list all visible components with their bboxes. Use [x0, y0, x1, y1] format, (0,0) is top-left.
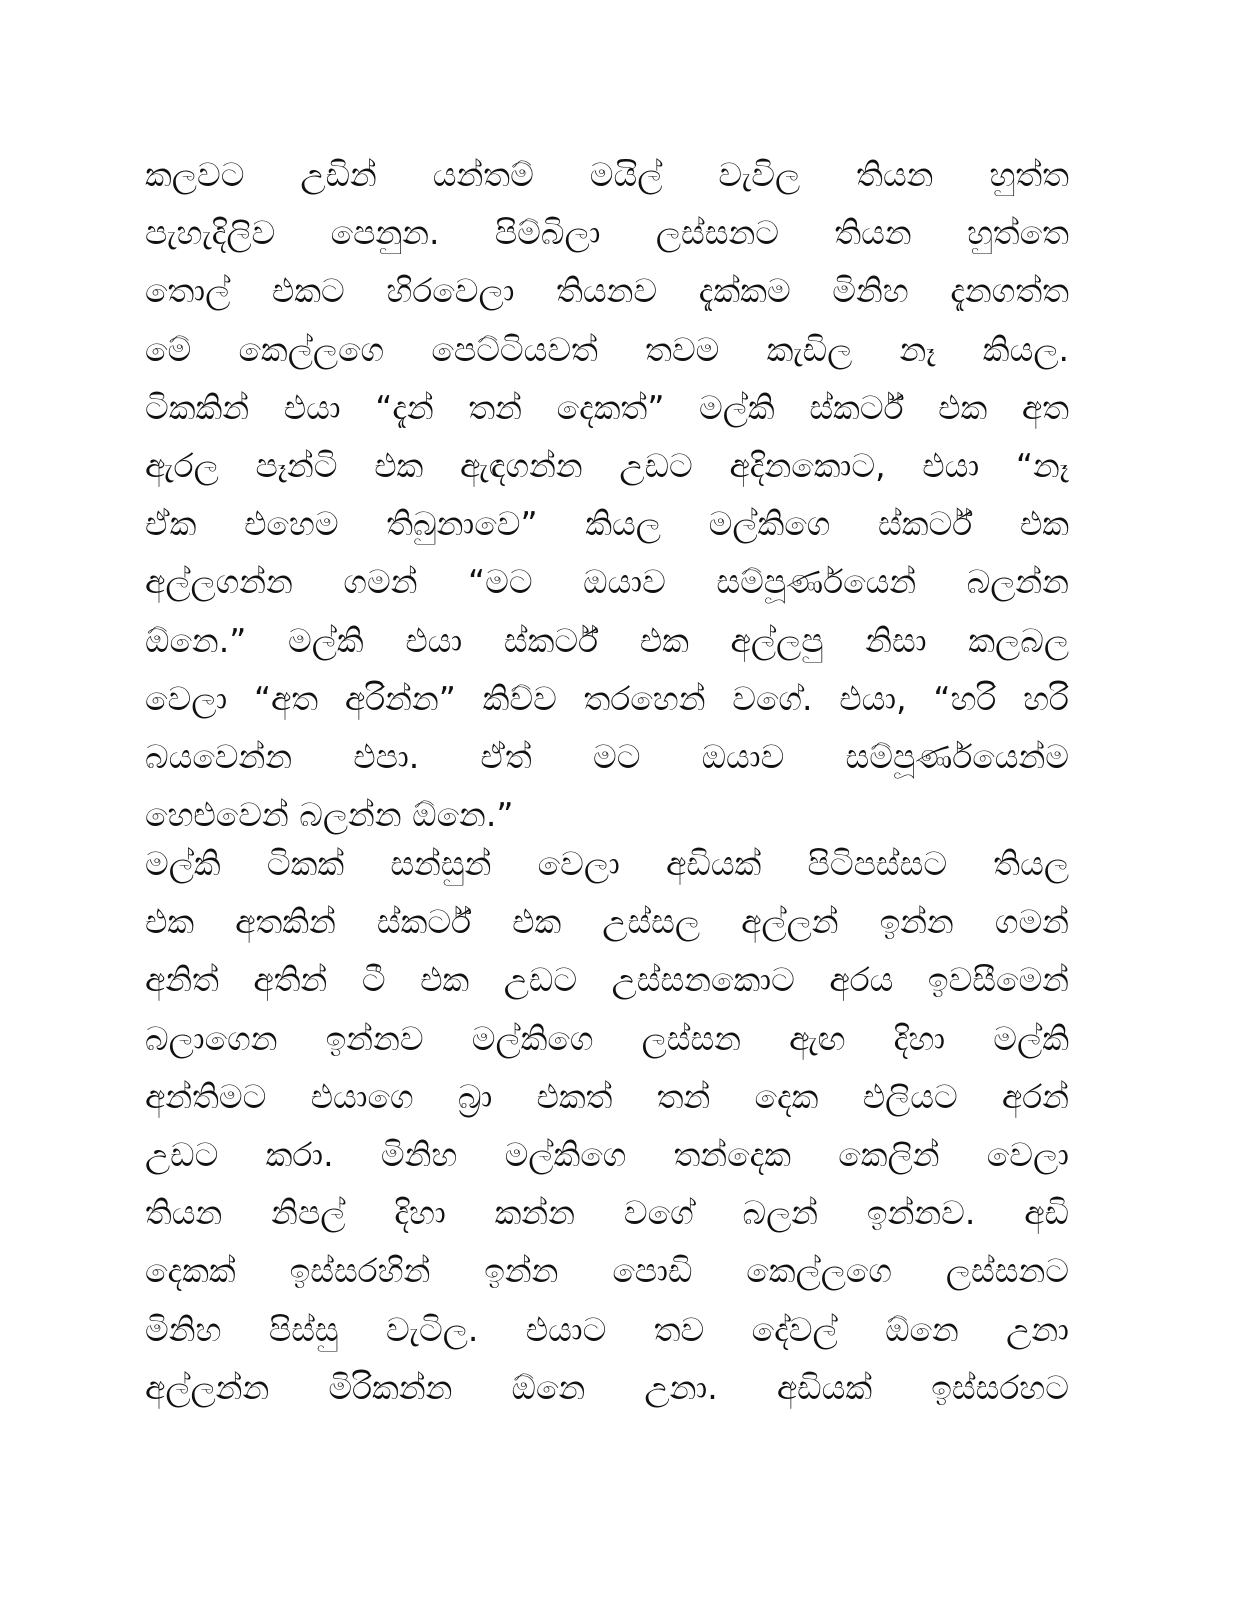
text-line: තියන නිපල් දිහා කන්න වගේ බලන් ඉන්නව. අඩි — [145, 1193, 1069, 1233]
text-line: බයවෙන්න එපා. ඒත් මට ඔයාව සම්පූර්ණයෙන්ම — [145, 736, 1069, 776]
text-line: බලාගෙන ඉන්නව මල්කිගෙ ලස්සන ඇඟ දිහා මල්කි — [145, 1018, 1069, 1058]
text-line: අන්තිමට එයාගෙ බ්‍රා එකත් තන් දෙක එලියට අරන් — [145, 1076, 1069, 1116]
text-line: උඩට කරා. මිනිහ මල්කිගෙ තන්දෙක කෙලින් වෙලා — [145, 1134, 1069, 1174]
paragraph-1 — [145, 146, 1069, 844]
text-line: හෙළුවෙන් බලන්න ඕනෙ.” — [145, 795, 514, 835]
text-line: අල්ලන්න මිරිකන්න ඕනෙ උනා. අඩියක් ඉස්සරහට — [145, 1367, 1069, 1407]
text-line: ඒක එහෙම තිබුනාවෙ” කියල මල්කිගෙ ස්කර්ට් එක — [145, 504, 1069, 544]
text-line: එක අතකින් ස්කර්ට් එක උස්සල අල්ලන් ඉන්න ගමන් — [145, 902, 1069, 942]
text-line: අල්ලගන්න ගමන් “මට ඔයාව සම්පූර්ණයෙන් බලන්න — [145, 562, 1069, 602]
text-line: කලවට උඩින් යන්තම් මයිල් වැවිල තියන හුත්ත — [145, 155, 1069, 194]
text-line: මල්කි ටිකක් සන්සුන් වෙලා අඩියක් පිටිපස්සට තියල — [145, 844, 1069, 883]
text-line: තොල් එකට හිරවෙලා තියනව දැක්කම මිනිහ දැනගත්ත — [145, 271, 1069, 311]
paragraph-2 — [145, 835, 1069, 1417]
text-line: මේ කෙල්ලගෙ පෙට්ටියවත් තවම කැඩිල නෑ කියල. — [145, 329, 1069, 369]
text-line: වෙලා “අත අරින්න” කිව්ව තරහෙන් වගේ. එයා, “හරි හරි — [145, 678, 1069, 718]
text-line: ඇරල පෑන්ටි එක ඇඳගන්න උඩට අදිනකොට, එයා “නෑ — [145, 445, 1069, 485]
text-line: මිනිහ පිස්සු වැටිල. එයාට තව දේවල් ඕනෙ උනා — [145, 1309, 1069, 1349]
text-line: ටිකකින් එයා “දැන් තන් දෙකත්” මල්කි ස්කර්ට් එක අත — [145, 387, 1069, 427]
text-line: ඕනෙ.” මල්කි එයා ස්කර්ට් එක අල්ලපු නිසා කලබල — [145, 620, 1069, 660]
text-line: අනිත් අතින් ටී එක උඩට උස්සනකොට අරය ඉවසීමෙන් — [145, 960, 1069, 1000]
text-line: දෙකක් ඉස්සරහින් ඉන්න පොඩි කෙල්ලගෙ ලස්සනට — [145, 1251, 1069, 1291]
text-line: පැහැදිලිව පෙනුන. පිම්බිලා ලස්සනට තියන හුත්තෙ — [145, 213, 1069, 253]
